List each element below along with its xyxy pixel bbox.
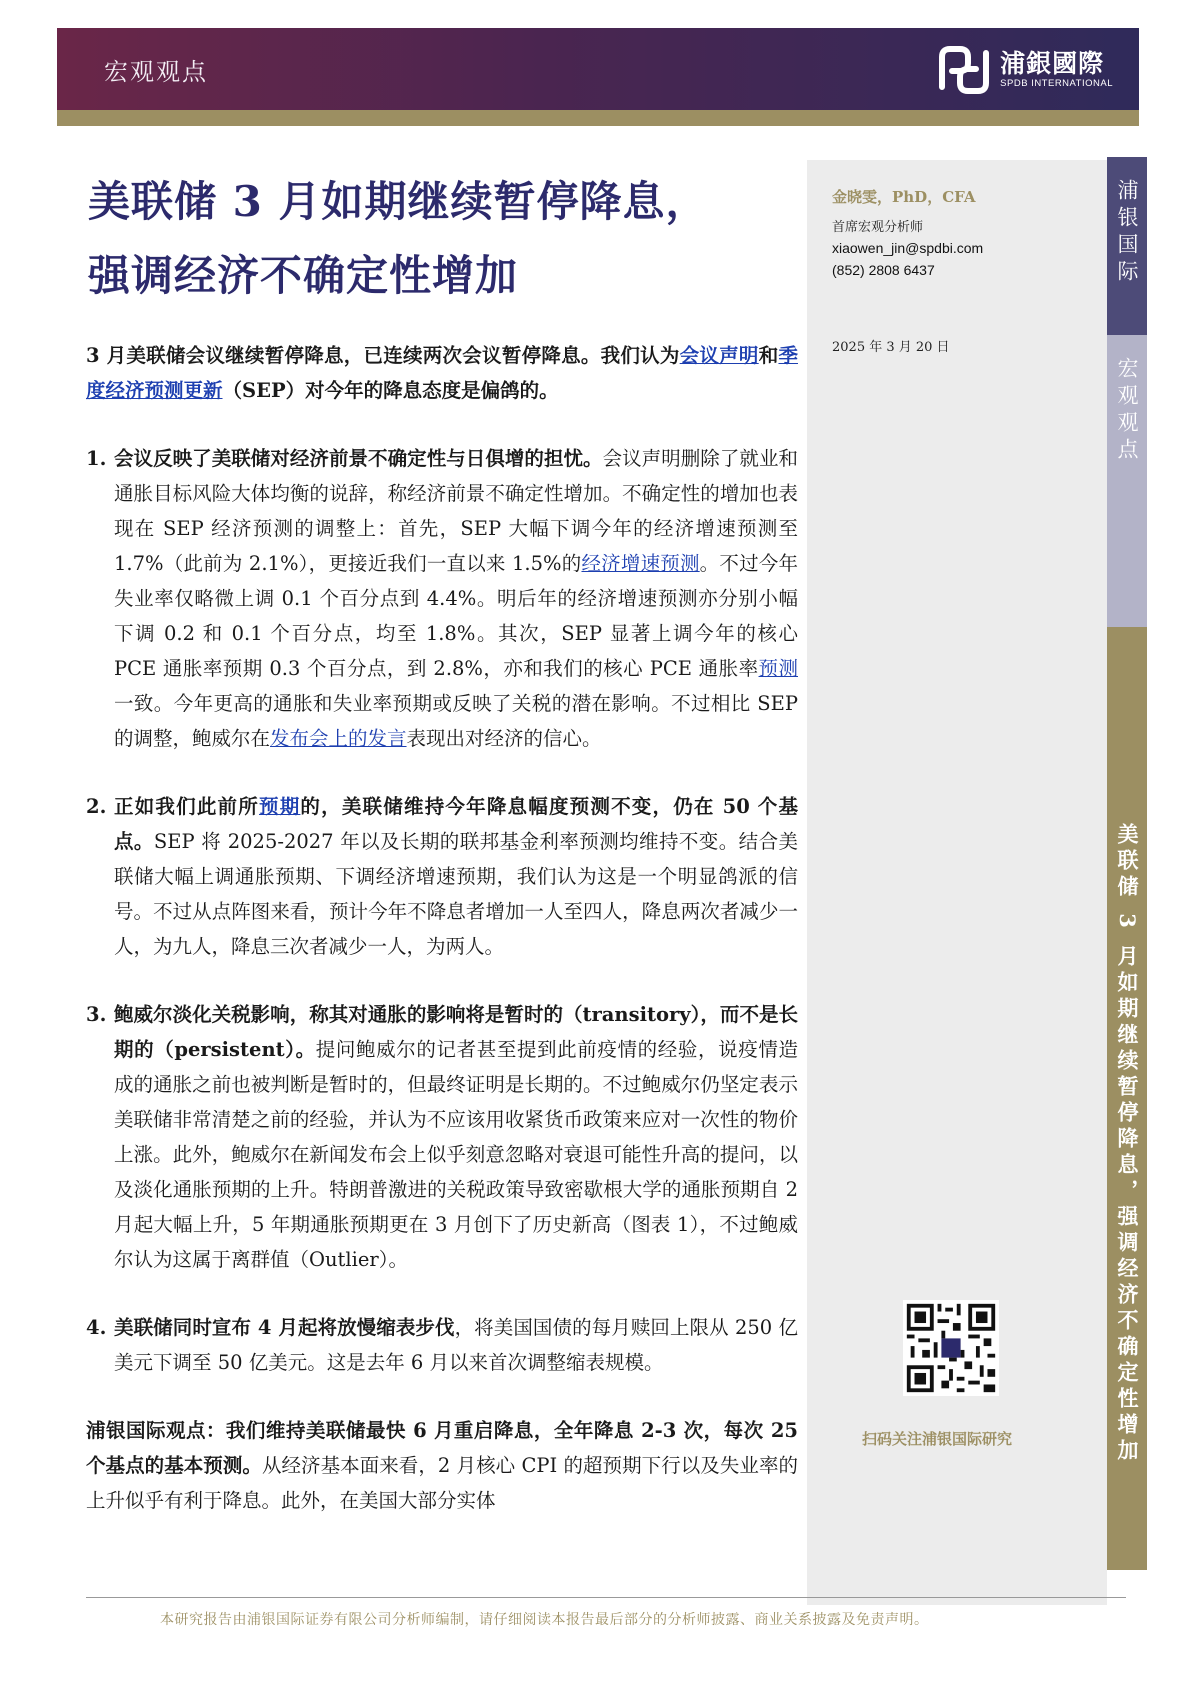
conclusion-paragraph [86,1413,798,1518]
point-2-number: 2. [86,795,107,818]
point-3-heading: 鲍威尔淡化关税影响，称其对通胀的影响将是暂时的（transitory），而不是长期的（persistent）。 [114,1003,798,1061]
side-tab-category-label: 宏观观点 [1115,357,1139,465]
point-1-text-2: 。不过今年失业率仅略微上调 0.1 个百分点到 4.4%。明后年的经济增速预测亦分别小幅下调 0.2 和 0.1 个百分点，均至 1.8%。其次，SEP 显著上调今年的核心 PCE 通胀率预期 0.3 个百分点，到 2.8%，亦和我们的核心 PCE 通胀率 [114,552,798,680]
point-1-text-3: 一致。今年更高的通胀和失业率预期或反映了关税的潜在影响。不过相比 SEP 的调整，鲍威尔在 [114,692,798,750]
intro-bold-c: （SEP）对今年的降息态度是偏鸽的。 [222,379,559,402]
point-4 [86,1310,798,1380]
title-line-2: 强调经济不确定性增加 [88,251,519,300]
report-date: 2025 年 3 月 20 日 [832,340,950,355]
conclusion-heading: 浦银国际观点：我们维持美联储最快 6 月重启降息，全年降息 2-3 次，每次 25 个基点的基本预测。 [86,1419,798,1477]
qr-caption: 扫码关注浦银国际研究 [862,1430,1013,1448]
conclusion-text: 从经济基本面来看，2 月核心 CPI 的超预期下行以及失业率的上升似乎有利于降息。此外，在美国大部分实体 [86,1454,798,1512]
qr-code-icon[interactable] [903,1300,999,1396]
title-line-1: 美联储 3 月如期继续暂停降息， [88,177,709,226]
side-tab-report-title-label: 美联储 3 月如期继续暂停降息，强调经济不确定性增加 [1115,823,1140,1466]
point-3 [86,997,798,1277]
report-title [88,165,808,313]
point-1-text-4: 表现出对经济的信心。 [406,727,602,750]
point-4-number: 4. [86,1316,107,1339]
link-sep-update[interactable]: 季度经济预测更新 [86,344,798,402]
point-2-heading-b: 的，美联储维持今年降息幅度预测不变，仍在 50 个基点。 [114,795,798,853]
point-3-text: 提问鲍威尔的记者甚至提到此前疫情的经验，说疫情造成的通胀之前也被判断是暂时的，但最终证明是长期的。不过鲍威尔仍坚定表示美联储非常清楚之前的经验，并认为不应该用收紧货币政策来应对一次性的物价上涨。此外，鲍威尔在新闻发布会上似乎刻意忽略对衰退可能性升高的提问，以及淡化通胀预期的上升。特朗普激进的关税政策导致密歇根大学的通胀预期自 2 月起大幅上升，5 年期通胀预期更在 3 月创下了历史新高（图表 1），不过鲍威尔认为这属于离群值（Outlier）。 [114,1038,798,1271]
point-2-text: SEP 将 2025-2027 年以及长期的联邦基金利率预测均维持不变。结合美联储大幅上调通胀预期、下调经济增速预期，我们认为这是一个明显鸽派的信号。不过从点阵图来看，预计今年不降息者增加一人至四人，降息两次者减少一人，为九人，降息三次者减少一人，为两人。 [114,830,798,958]
spdb-logo-icon [936,43,992,97]
intro-paragraph [86,338,798,408]
point-2 [86,789,798,964]
report-body [86,338,798,1518]
side-tab-company [1107,157,1147,335]
author-role: 首席宏观分析师 [832,220,924,235]
link-meeting-statement[interactable]: 会议声明 [679,344,759,367]
header-rule [57,110,1139,126]
point-1-heading: 会议反映了美联储对经济前景不确定性与日俱增的担忧。 [114,447,603,470]
author-phone: (852) 2808 6437 [832,262,935,278]
logo-english-name: SPDB INTERNATIONAL [1000,78,1113,89]
link-expectation[interactable]: 预期 [258,795,301,818]
link-press-conference[interactable]: 发布会上的发言 [270,727,407,750]
footer-rule [86,1597,1126,1598]
point-2-heading-a: 正如我们此前所 [114,795,259,818]
intro-bold-b: 和 [758,344,779,367]
point-3-number: 3. [86,1003,107,1026]
spdb-logo [936,42,1113,98]
side-tab-report-title [1107,627,1147,1570]
logo-chinese-name: 浦銀國際 [1000,49,1105,78]
author-name: 金晓雯，PhD，CFA [832,188,976,206]
intro-bold-a: 3 月美联储会议继续暂停降息，已连续两次会议暂停降息。我们认为 [86,344,680,367]
point-4-text: ，将美国国债的每月赎回上限从 250 亿美元下调至 50 亿美元。这是去年 6 月以来首次调整缩表规模。 [114,1316,798,1374]
author-email[interactable]: xiaowen_jin@spdbi.com [832,240,984,256]
section-label: 宏观观点 [104,58,208,86]
side-tab-category [1107,335,1147,627]
link-growth-forecast[interactable]: 经济增速预测 [581,552,700,575]
point-4-heading: 美联储同时宣布 4 月起将放慢缩表步伐 [114,1316,455,1339]
point-1-number: 1. [86,447,107,470]
point-1-text-1: 会议声明删除了就业和通胀目标风险大体均衡的说辞，称经济前景不确定性增加。不确定性的增加也表现在 SEP 经济预测的调整上：首先，SEP 大幅下调今年的经济增速预测至 1.7%（此前为 2.1%），更接近我们一直以来 1.5%的 [114,447,798,575]
disclaimer-footer: 本研究报告由浦银国际证券有限公司分析师编制，请仔细阅读本报告最后部分的分析师披露、商业关系披露及免责声明。 [160,1612,929,1628]
point-1 [86,441,798,756]
side-tab-company-label: 浦银国际 [1115,179,1139,287]
header-banner [57,28,1139,110]
link-pce-forecast[interactable]: 预测 [758,657,798,680]
